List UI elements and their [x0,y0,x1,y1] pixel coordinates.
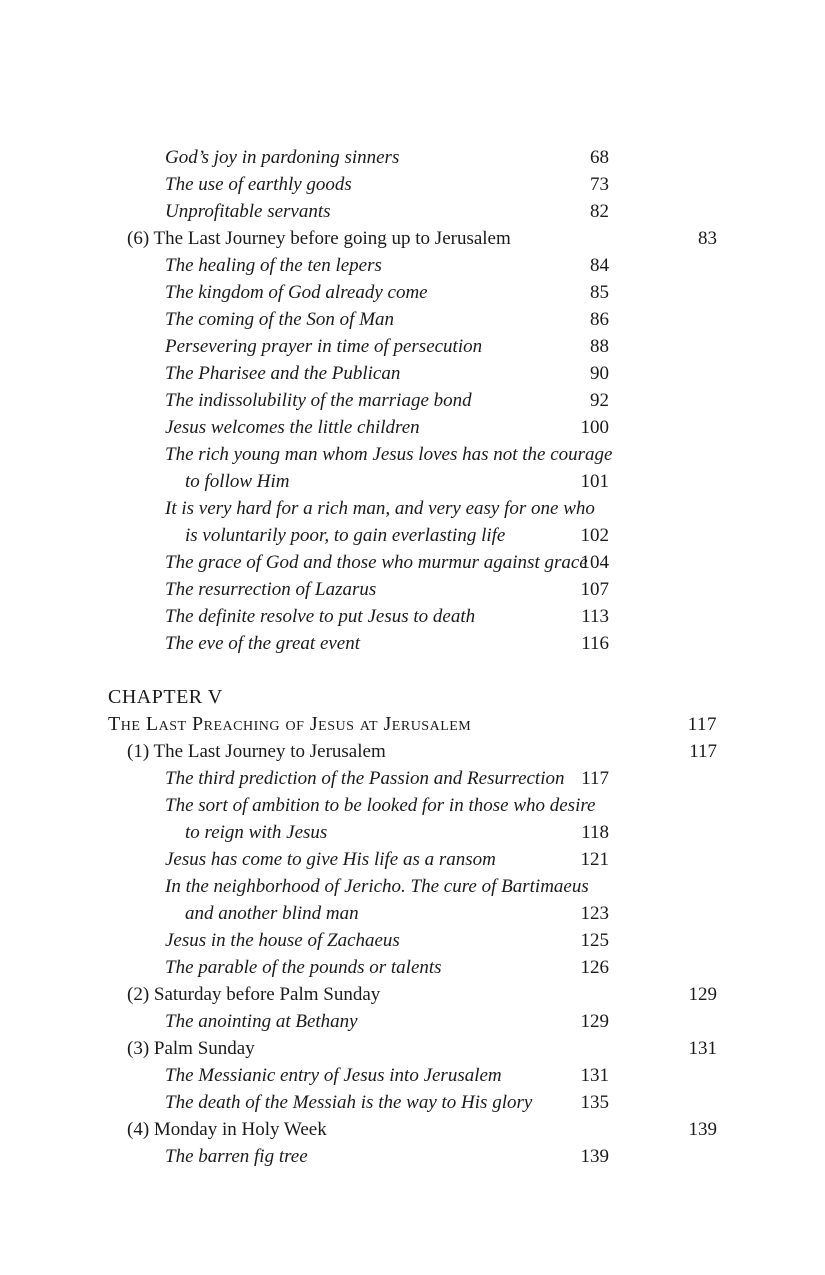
toc-entry: The Pharisee and the Publican 90 [165,360,717,387]
page-number: 131 [688,1038,717,1059]
toc-section: (3) Palm Sunday 131 [127,1035,717,1062]
page-number: 118 [581,822,609,843]
chapter-title: The Last Preaching of Jesus at Jerusalem 117 [108,711,717,738]
toc-entry: The coming of the Son of Man 86 [165,306,717,333]
toc-entry: The kingdom of God already come 85 [165,279,717,306]
page-number: 117 [687,714,717,735]
page-number: 84 [590,255,609,276]
toc-entry: The resurrection of Lazarus 107 [165,576,717,603]
table-of-contents [0,144,825,1170]
toc-entry: The death of the Messiah is the way to His glory 135 [165,1089,717,1116]
toc-entry: Jesus welcomes the little children 100 [165,414,717,441]
toc-entry: The indissolubility of the marriage bond 92 [165,387,717,414]
page-number: 82 [590,201,609,222]
page-number: 117 [581,768,609,789]
toc-entry-multiline: The sort of ambition to be looked for in those who desire to reign with Jesus 118 [165,792,717,846]
page-number: 107 [580,579,609,600]
chapter-label: CHAPTER V [108,686,223,708]
page-number: 123 [580,903,609,924]
page-number: 88 [590,336,609,357]
page-number: 73 [590,174,609,195]
page-number: 121 [580,849,609,870]
page-number: 131 [580,1065,609,1086]
toc-entry-multiline: In the neighborhood of Jericho. The cure of Bartimaeus and another blind man 123 [165,873,717,927]
toc-section: (4) Monday in Holy Week 139 [127,1116,717,1143]
toc-entry: The parable of the pounds or talents 126 [165,954,717,981]
page-number: 68 [590,147,609,168]
page-number: 101 [580,471,609,492]
toc-entry: The definite resolve to put Jesus to death 113 [165,603,717,630]
toc-section: (6) The Last Journey before going up to Jerusalem 83 [127,225,717,252]
toc-entry: God’s joy in pardoning sinners 68 [165,144,717,171]
toc-section: (2) Saturday before Palm Sunday 129 [127,981,717,1008]
page-number: 90 [590,363,609,384]
page-number: 125 [580,930,609,951]
toc-entry: Persevering prayer in time of persecution 88 [165,333,717,360]
page-number: 129 [688,984,717,1005]
toc-entry: The Messianic entry of Jesus into Jerusalem 131 [165,1062,717,1089]
toc-entry: Jesus has come to give His life as a ransom 121 [165,846,717,873]
toc-entry: The use of earthly goods 73 [165,171,717,198]
page-number: 116 [581,633,609,654]
toc-entry: The barren fig tree 139 [165,1143,717,1170]
toc-entry: The healing of the ten lepers 84 [165,252,717,279]
page-number: 85 [590,282,609,303]
page-number: 104 [580,552,609,573]
toc-entry: Unprofitable servants 82 [165,198,717,225]
spacer [0,657,825,684]
toc-entry: The third prediction of the Passion and Resurrection 117 [165,765,717,792]
page-number: 113 [581,606,609,627]
toc-entry-multiline: The rich young man whom Jesus loves has not the courage to follow Him 101 [165,441,717,495]
toc-entry-multiline: It is very hard for a rich man, and very easy for one who is voluntarily poor, to gain everlasting life 102 [165,495,717,549]
page-number: 83 [698,228,717,249]
page-number: 139 [580,1146,609,1167]
page-number: 92 [590,390,609,411]
toc-section: (1) The Last Journey to Jerusalem 117 [127,738,717,765]
toc-entry: The grace of God and those who murmur against grace 104 [165,549,717,576]
page-number: 129 [580,1011,609,1032]
page-number: 102 [580,525,609,546]
page-number: 135 [580,1092,609,1113]
toc-entry: The eve of the great event 116 [165,630,717,657]
page-number: 139 [688,1119,717,1140]
page-number: 100 [580,417,609,438]
toc-entry: The anointing at Bethany 129 [165,1008,717,1035]
page-number: 86 [590,309,609,330]
page-number: 117 [689,741,717,762]
toc-entry: Jesus in the house of Zachaeus 125 [165,927,717,954]
page-number: 126 [580,957,609,978]
